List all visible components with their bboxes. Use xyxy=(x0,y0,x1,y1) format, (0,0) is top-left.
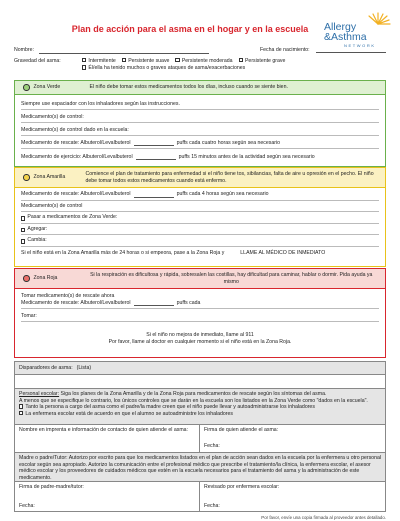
provider-sig-label: Firma de quien atiende el asma: xyxy=(204,427,279,433)
school-staff-row xyxy=(14,389,386,425)
add-label: Agregar: xyxy=(27,225,48,232)
logo-line-1: Allergy xyxy=(324,21,357,33)
take-row[interactable] xyxy=(21,309,379,322)
yellow-zone-description: Comience el plan de tratamiento para enfermedad si el niño tiene tos, sibilancias, falta de aire u opresión en el pecho. El niño debe tomar todos estos medicamentos cuando está enfermo. xyxy=(85,171,374,184)
signature-row xyxy=(14,482,386,512)
exercise-row[interactable] xyxy=(21,149,379,162)
check2-row[interactable] xyxy=(19,411,381,418)
fax-note: Por favor, envíe una copia firmada al proveedor antes detallado. xyxy=(261,515,386,520)
sun-icon xyxy=(352,12,392,32)
provider-sign-cell[interactable] xyxy=(200,425,385,452)
checkbox[interactable] xyxy=(21,239,25,243)
red-zone xyxy=(14,268,386,358)
dob-field[interactable] xyxy=(316,48,386,53)
sad-face-icon xyxy=(23,275,30,282)
puffs-field[interactable] xyxy=(134,141,174,146)
dob-label: Fecha de nacimiento: xyxy=(260,47,310,53)
green-zone-description: El niño debe tomar estos medicamentos todos los días, incluso cuando se siente bien. xyxy=(89,84,288,91)
yellow-zone xyxy=(14,167,386,267)
red-zone-description: Si la respiración es dificultosa y rápida, sobresalen las costillas, hay dificultad para caminar, hablar o dormir. Pida ayuda ya mismo xyxy=(90,272,373,285)
logo xyxy=(322,12,396,50)
school-staff-text-2: A menos que se especifique lo contrario, los únicos controles que se darán en la escuela son los listados en la Zona Verde como "dados en la escuela". xyxy=(19,397,368,404)
control-row[interactable] xyxy=(21,110,379,123)
severity-mild[interactable] xyxy=(122,58,170,65)
triggers-list: (Lista) xyxy=(76,364,92,371)
puffs-field[interactable] xyxy=(134,301,174,306)
red-zone-header xyxy=(15,269,385,289)
checkbox[interactable] xyxy=(175,58,179,62)
checkbox[interactable] xyxy=(82,58,86,62)
severity-severe[interactable] xyxy=(239,58,286,65)
green-zone xyxy=(14,80,386,167)
checkbox[interactable] xyxy=(122,58,126,62)
exercise-tail: puffs 15 minutos antes de la actividad según sea necesario xyxy=(178,153,315,160)
puffs-field[interactable] xyxy=(136,155,176,160)
green-meds-label: Pasar a medicamentos de Zona Verde: xyxy=(27,214,118,220)
call-doctor: Por favor, llame al doctor en cualquier momento si el niño está en la Zona Roja. xyxy=(108,338,292,345)
triggers-row[interactable] xyxy=(14,361,386,375)
check2-label: La enfermera escolar está de acuerdo en que el alumno se autoadministre los inhaladores xyxy=(25,410,234,417)
checkbox[interactable] xyxy=(19,411,23,415)
checkbox[interactable] xyxy=(21,228,25,232)
school-control-row[interactable] xyxy=(21,123,379,136)
rescue-label: Medicamento de rescate: Albuterol/Levalbuterol xyxy=(21,139,131,146)
rescue-label: Medicamento de rescate: Albuterol/Levalbuterol xyxy=(21,299,131,306)
green-meds-row[interactable] xyxy=(21,212,379,224)
nurse-sign-cell[interactable] xyxy=(200,482,385,511)
nurse-date-label: Fecha: xyxy=(204,503,220,509)
change-label: Cambia: xyxy=(27,237,47,243)
patient-info xyxy=(14,47,386,73)
name-field[interactable] xyxy=(39,49,209,54)
spacer-row xyxy=(21,97,379,110)
checkbox[interactable] xyxy=(82,65,86,69)
nurse-review-label: Revisado por enfermera escolar: xyxy=(204,484,280,490)
call-911: Si el niño no mejora de inmediato, llame al 911 xyxy=(146,332,254,338)
add-row[interactable] xyxy=(21,224,379,236)
rescue-tail: puffs cada 4 horas según sea necesario xyxy=(176,191,269,197)
spacer-text: Siempre use espaciador con los inhaladores según las instrucciones. xyxy=(21,100,180,107)
attacks-row[interactable] xyxy=(14,65,386,73)
severity-moderate[interactable] xyxy=(175,58,232,65)
change-row[interactable] xyxy=(21,235,379,247)
yellow-note-row xyxy=(21,247,379,259)
checkbox[interactable] xyxy=(239,58,243,62)
attacks-note: Él/ella ha tenido muchos o graves ataques de asma/exacerbaciones xyxy=(88,65,246,71)
yellow-zone-header xyxy=(15,168,385,188)
logo-line-2: &Asthma xyxy=(324,31,367,43)
school-control-label: Medicamento(s) de control dado en la escuela: xyxy=(21,126,129,133)
parent-text: Madre o padre/Tutor: Autorizo por escrito para que los medicamentos listados en el plan de acción sean dados en la escuela por la enfermera u otro personal escolar según sea apropiado. Autorizo la comunicación entre el profesional médico que prescribe el tratamiento/la clínica, la enfermera escolar, el asesor médico escolar y los proveedores de cuidados médicos que estén en la escuela necesarios para el tratamiento del asma y la administración de este medicamento. xyxy=(19,455,381,481)
rescue-row[interactable] xyxy=(21,300,379,309)
check1-label: Tanto la persona a cargo del asma como el padre/la madre creen que el niño puede llevar y autoadministrarse los inhaladores xyxy=(25,404,315,410)
checkbox[interactable] xyxy=(21,216,25,220)
parent-date-label: Fecha: xyxy=(19,503,35,509)
blank-row[interactable] xyxy=(14,375,386,389)
option-label: Intermitente xyxy=(88,57,116,64)
green-zone-title: Zona Verde xyxy=(33,84,61,91)
page-title: Plan de acción para el asma en el hogar y en la escuela xyxy=(71,24,309,34)
parent-row xyxy=(14,453,386,482)
smiley-face-icon xyxy=(23,84,30,91)
provider-date-label: Fecha: xyxy=(204,443,220,449)
rescue-label: Medicamento de rescate: Albuterol/Levalbuterol xyxy=(21,191,131,197)
yellow-note: Si el niño está en la Zona Amarilla más de 24 horas o si empeora, pase a la Zona Roja y xyxy=(21,249,225,256)
option-label: Persistente moderada xyxy=(181,57,233,64)
school-staff-text: Siga los planes de la Zona Amarilla y de la Zona Roja para medicamentos de rescate según los síntomas del asma. xyxy=(60,391,327,397)
rescue-row[interactable] xyxy=(21,136,379,149)
take-label: Tomar: xyxy=(21,312,37,319)
provider-row xyxy=(14,425,386,453)
triggers-label: Disparadores de asma: xyxy=(19,364,73,371)
severity-intermittent[interactable] xyxy=(82,58,116,65)
checkbox[interactable] xyxy=(19,404,23,408)
provider-label: Nombre en imprenta e información de contacto de quien atiende el asma: xyxy=(19,427,188,433)
provider-name-cell[interactable] xyxy=(15,425,200,452)
school-staff-label: Personal escolar: xyxy=(19,391,60,397)
parent-sig-label: Firma de padre-madre/tutor: xyxy=(19,484,84,490)
control-label: Medicamento(s) de control xyxy=(21,202,83,209)
authorization-table xyxy=(14,361,386,521)
control-row[interactable] xyxy=(21,201,379,213)
parent-sign-cell[interactable] xyxy=(15,482,200,511)
puffs-field[interactable] xyxy=(134,193,174,198)
green-zone-header xyxy=(15,81,385,95)
rescue-tail: puffs cada cuatro horas según sea necesario xyxy=(176,139,281,146)
severity-label: Gravedad del asma: xyxy=(14,57,61,64)
exercise-label: Medicamento de ejercicio: Albuterol/Levalbuterol xyxy=(21,153,133,160)
yellow-note-call: LLAME AL MÉDICO DE INMEDIATO xyxy=(240,249,326,256)
yellow-zone-title: Zona Amarilla xyxy=(33,174,66,181)
control-label: Medicamento(s) de control: xyxy=(21,113,84,120)
rescue-tail: puffs cada xyxy=(176,299,201,306)
logo-line-3: NETWORK xyxy=(344,43,376,48)
take-now-text: Tomar medicamento(s) de rescate ahora xyxy=(21,293,115,299)
red-zone-title: Zona Roja xyxy=(33,275,58,282)
neutral-face-icon xyxy=(23,174,30,181)
rescue-row[interactable] xyxy=(21,189,379,201)
option-label: Persistente suave xyxy=(128,57,170,64)
option-label: Persistente grave xyxy=(244,57,286,64)
name-label: Nombre: xyxy=(14,47,34,53)
